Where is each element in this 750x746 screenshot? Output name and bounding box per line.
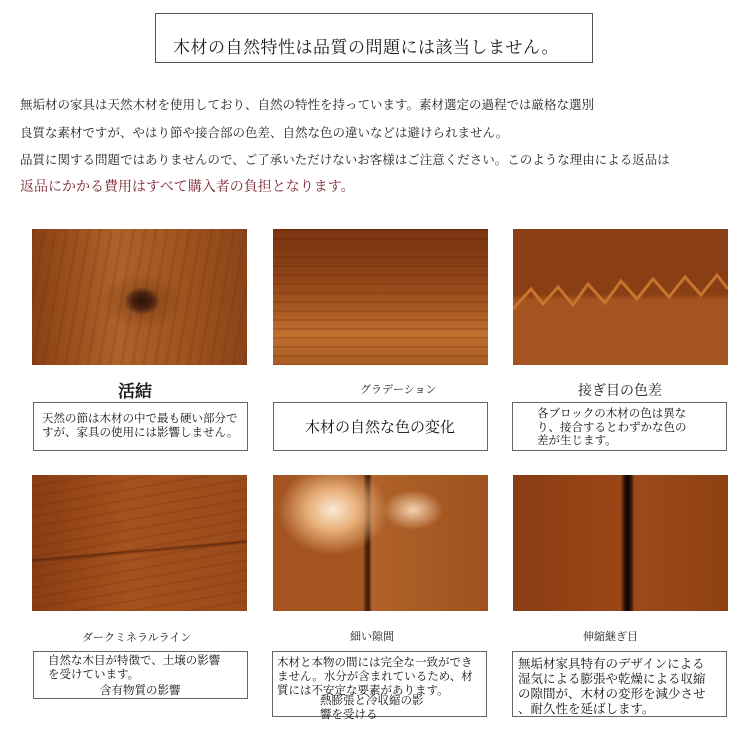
note-mineral-line: 自然な木目が特徴で、土壌の影響 を受けています。 <box>48 653 221 681</box>
note-mineral-line-2: 含有物質の影響 <box>100 683 181 697</box>
caption-mineral-line: ダークミネラルライン <box>82 631 192 644</box>
note-thin-gap: 木材と本物の間には完全な一致ができ ません。水分が含まれているため、材 質には不安定な要素があります。 <box>277 655 473 697</box>
wood-mineral-line-image <box>32 475 247 611</box>
note-joint: 各ブロックの木材の色は異な り、接合するとわずかな色の 差が生じます。 <box>537 406 687 447</box>
caption-joint-color: 接ぎ目の色差 <box>578 383 662 399</box>
note-knot: 天然の節は木材の中で最も硬い部分で すが、家具の使用には影響しません。 <box>42 411 239 439</box>
caption-gradation: グラデーション <box>360 383 437 396</box>
wood-gradation-image <box>273 229 488 365</box>
wood-thin-gap-image <box>273 475 488 611</box>
wood-knot-image <box>32 229 247 365</box>
intro-line-1: 無垢材の家具は天然木材を使用しており、自然の特性を持っています。素材選定の過程では厳格な選別 <box>20 97 595 112</box>
caption-thin-gap: 細い隙間 <box>350 630 394 643</box>
joint-seam-icon <box>513 229 728 365</box>
intro-line-2: 良質な素材ですが、やはり節や接合部の色差、自然な色の違いなどは避けられません。 <box>20 125 509 140</box>
note-expansion-joint: 無垢材家具特有のデザインによる 湿気による膨張や乾燥による収縮 の隙間が、木材の変形を減少させ 、耐久性を延ばします。 <box>518 656 706 716</box>
wood-expansion-joint-image <box>513 475 728 611</box>
page-title: 木材の自然特性は品質の問題には該当しません。 <box>173 38 560 58</box>
note-thin-gap-2: 熱膨張と冷収縮の影 響を受ける <box>320 693 424 721</box>
caption-expansion-joint: 伸縮継ぎ目 <box>583 630 638 643</box>
note-gradation: 木材の自然な色の変化 <box>305 418 456 436</box>
wood-joint-image <box>513 229 728 365</box>
caption-knot: 活結 <box>118 382 152 402</box>
intro-line-4: 返品にかかる費用はすべて購入者の負担となります。 <box>20 179 355 195</box>
intro-line-3: 品質に関する問題ではありませんので、ご了承いただけないお客様はご注意ください。このような理由による返品は <box>20 152 670 167</box>
